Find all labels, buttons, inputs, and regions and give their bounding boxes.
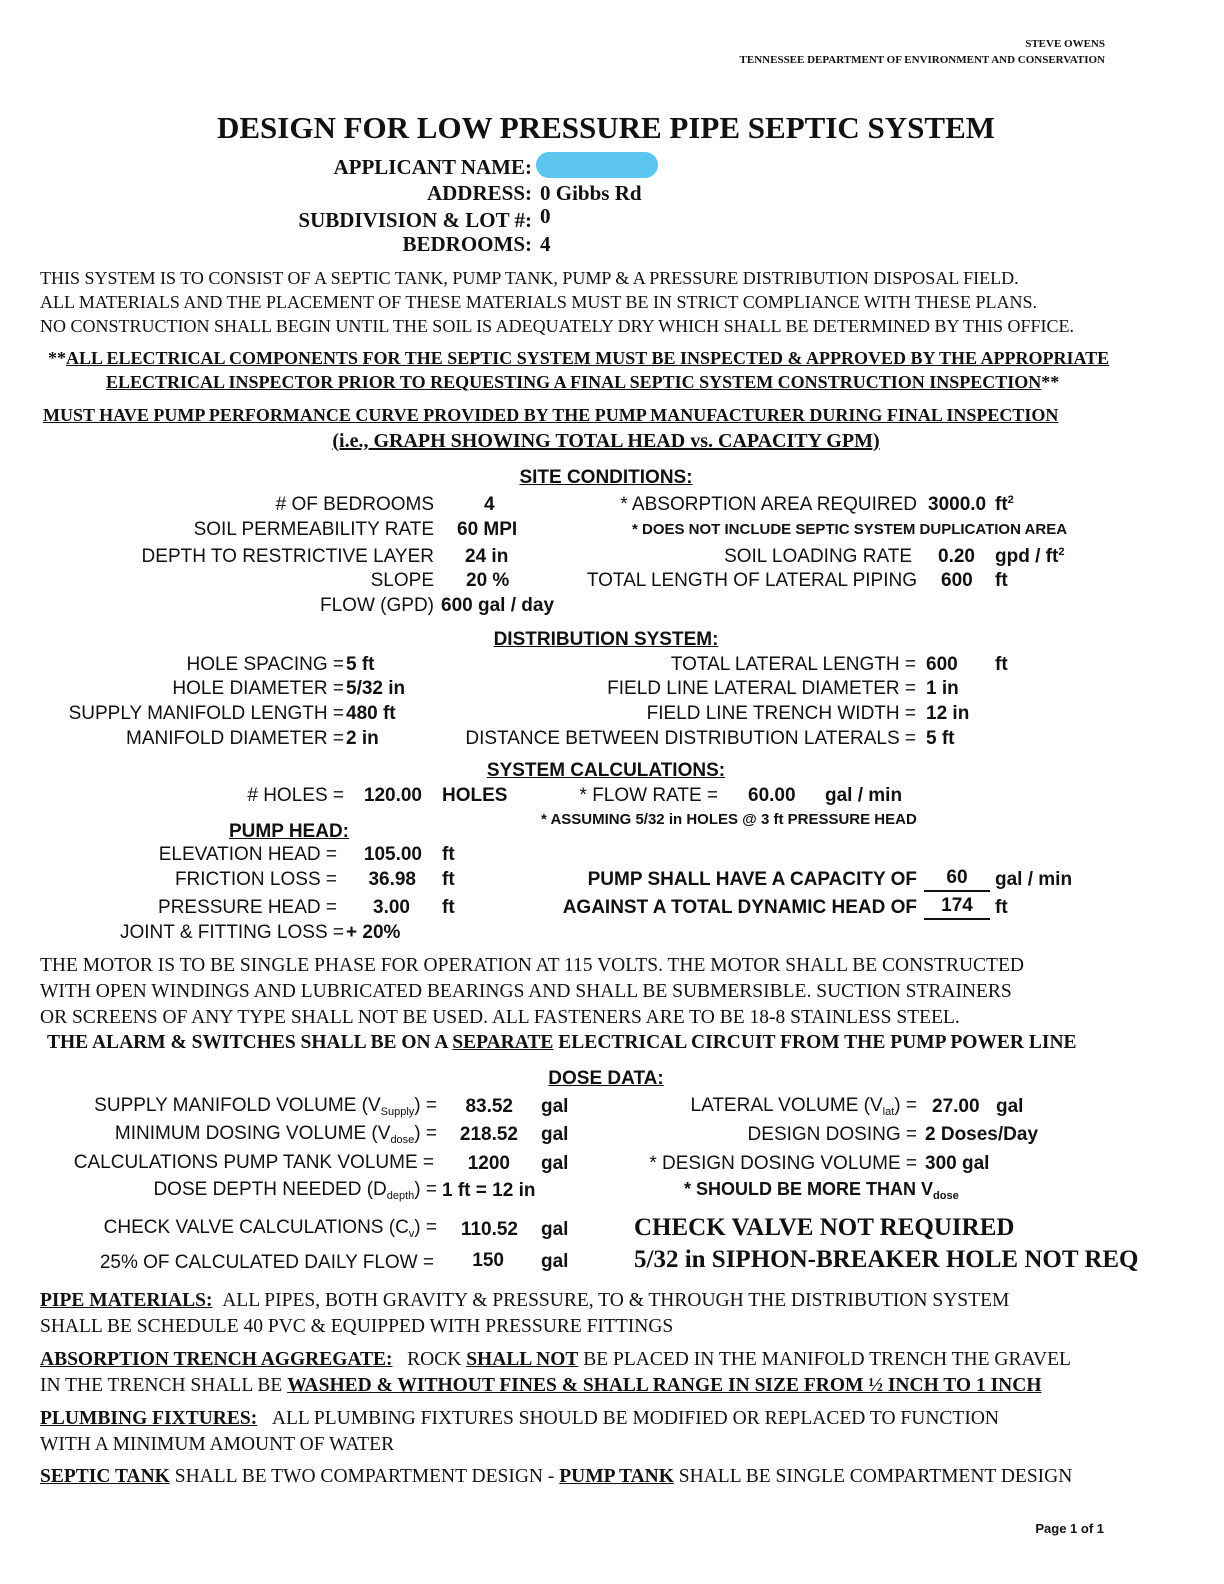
slope-value: 20 % [466, 570, 510, 591]
minimum-dosing-volume-unit: gal [541, 1124, 569, 1145]
total-lateral-length-label: TOTAL LATERAL LENGTH = [670, 654, 916, 675]
lateral-piping-label: TOTAL LENGTH OF LATERAL PIPING [586, 570, 917, 591]
pressure-head-unit: ft [442, 897, 455, 918]
hole-spacing-label: HOLE SPACING = [186, 654, 344, 675]
address-value: 0 Gibbs Rd [540, 181, 642, 205]
elevation-head-label: ELEVATION HEAD = [158, 844, 337, 865]
holes-value: 120.00 [363, 785, 422, 806]
elevation-head-unit: ft [442, 844, 455, 865]
bedrooms-label: BEDROOMS: [402, 232, 532, 256]
hole-spacing-value: 5 ft [346, 654, 375, 675]
page-number: Page 1 of 1 [1035, 1521, 1104, 1536]
flow-rate-label: * FLOW RATE = [579, 785, 718, 806]
alarm-circuit-notice: THE ALARM & SWITCHES SHALL BE ON A SEPARATE ELECTRICAL CIRCUIT FROM THE PUMP POWER LINE [47, 1032, 1077, 1053]
manifold-diameter-label: MANIFOLD DIAMETER = [126, 728, 344, 749]
holes-unit: HOLES [442, 785, 508, 806]
electrical-notice-line-1: **ALL ELECTRICAL COMPONENTS FOR THE SEPTIC SYSTEM MUST BE INSPECTED & APPROVED BY THE APPROPRIATE [48, 348, 1110, 368]
pump-tank-volume-unit: gal [541, 1153, 569, 1174]
joint-fitting-loss-label: JOINT & FITTING LOSS = [120, 922, 344, 943]
trench-aggregate-line-2: IN THE TRENCH SHALL BE WASHED & WITHOUT FINES & SHALL RANGE IN SIZE FROM ½ INCH TO 1 INCH [40, 1375, 1042, 1396]
hole-diameter-value: 5/32 in [346, 678, 406, 699]
address-label: ADDRESS: [426, 181, 532, 205]
site-conditions-heading: SITE CONDITIONS: [519, 467, 693, 488]
electrical-notice-line-2: ELECTRICAL INSPECTOR PRIOR TO REQUESTING A FINAL SEPTIC SYSTEM CONSTRUCTION INSPECTION** [106, 372, 1060, 392]
dose-depth-value: 1 ft = 12 in [442, 1180, 536, 1201]
dose-data-heading: DOSE DATA: [548, 1068, 664, 1089]
flow-label: FLOW (GPD) [320, 595, 434, 616]
distribution-system-heading: DISTRIBUTION SYSTEM: [493, 629, 719, 650]
lot-value: 0 [540, 204, 551, 228]
trench-width-label: FIELD LINE TRENCH WIDTH = [646, 703, 916, 724]
supply-manifold-volume-unit: gal [541, 1096, 569, 1117]
intro-line-1: THIS SYSTEM IS TO CONSIST OF A SEPTIC TANK, PUMP TANK, PUMP & A PRESSURE DISTRIBUTION DISPOSAL FIELD. [40, 268, 1019, 288]
pump-capacity-value: 60 [924, 867, 990, 892]
soil-permeability-value: 60 MPI [457, 519, 518, 540]
flow-rate-unit: gal / min [825, 785, 903, 806]
pump-capacity-unit: gal / min [995, 869, 1073, 890]
lateral-volume-value: 27.00 [932, 1096, 980, 1117]
friction-loss-unit: ft [442, 869, 455, 890]
hole-diameter-label: HOLE DIAMETER = [172, 678, 344, 699]
agency-name: STEVE OWENS [1025, 38, 1105, 50]
flow-value: 600 gal / day [441, 595, 555, 616]
minimum-dosing-volume-label: MINIMUM DOSING VOLUME $(V_{dose})$ = [114, 1123, 437, 1146]
pump-head-heading: PUMP HEAD: [229, 821, 349, 842]
supply-manifold-volume-label: SUPPLY MANIFOLD VOLUME $(V_{Supply})$ = [94, 1095, 437, 1118]
supply-manifold-length-value: 480 ft [346, 703, 396, 724]
total-lateral-length-value: 600 [926, 654, 958, 675]
lateral-distance-value: 5 ft [926, 728, 955, 749]
soil-loading-value: 0.20 [938, 546, 975, 567]
supply-manifold-length-label: SUPPLY MANIFOLD LENGTH = [68, 703, 344, 724]
more-than-vdose-note: * SHOULD BE MORE THAN $V_{dose}$ [684, 1179, 959, 1202]
manifold-diameter-value: 2 in [346, 728, 379, 749]
elevation-head-value: 105.00 [363, 844, 422, 865]
site-bedrooms-label: # OF BEDROOMS [275, 494, 434, 515]
trench-aggregate-line-1: ABSORPTION TRENCH AGGREGATE: ROCK SHALL NOT BE PLACED IN THE MANIFOLD TRENCH THE GRAVEL [40, 1349, 1071, 1370]
bedrooms-value: 4 [540, 232, 551, 256]
holes-label: # HOLES = [247, 785, 344, 806]
check-valve-result: CHECK VALVE NOT REQUIRED [634, 1214, 1015, 1241]
pipe-materials-line-1: PIPE MATERIALS: ALL PIPES, BOTH GRAVITY & PRESSURE, TO & THROUGH THE DISTRIBUTION SYSTEM [40, 1290, 1010, 1311]
check-valve-calc-unit: gal [541, 1219, 569, 1240]
design-dosing-volume-value: 300 gal [925, 1153, 990, 1174]
system-calculations-heading: SYSTEM CALCULATIONS: [486, 760, 726, 781]
absorption-area-label: * ABSORPTION AREA REQUIRED [620, 494, 917, 515]
motor-line-3: OR SCREENS OF ANY TYPE SHALL NOT BE USED. ALL FASTENERS ARE TO BE 18-8 STAINLESS STEEL. [40, 1007, 960, 1028]
flow-rate-value: 60.00 [748, 785, 796, 806]
supply-manifold-volume-value: 83.52 [465, 1096, 513, 1117]
soil-permeability-label: SOIL PERMEABILITY RATE [193, 519, 434, 540]
field-lateral-diameter-label: FIELD LINE LATERAL DIAMETER = [607, 678, 916, 699]
check-valve-calc-label: CHECK VALVE CALCULATIONS $(C_v)$ = [103, 1217, 437, 1240]
lateral-piping-unit: ft [995, 570, 1008, 591]
plumbing-fixtures-line-2: WITH A MINIMUM AMOUNT OF WATER [40, 1434, 395, 1455]
lateral-volume-unit: gal [996, 1096, 1024, 1117]
absorption-area-value: 3000.0 [928, 494, 987, 515]
lot-label: SUBDIVISION & LOT #: [298, 208, 532, 232]
applicant-name-label: APPLICANT NAME: [333, 155, 532, 179]
lateral-volume-label: LATERAL VOLUME $(V_{lat})$ = [690, 1095, 917, 1118]
total-lateral-length-unit: ft [995, 654, 1008, 675]
soil-loading-label: SOIL LOADING RATE [724, 546, 912, 567]
siphon-breaker-result: 5/32 in SIPHON-BREAKER HOLE NOT REQ [634, 1246, 1139, 1273]
pressure-head-value: 3.00 [373, 897, 410, 918]
pump-capacity-label: PUMP SHALL HAVE A CAPACITY OF [587, 869, 917, 890]
intro-line-2: ALL MATERIALS AND THE PLACEMENT OF THESE MATERIALS MUST BE IN STRICT COMPLIANCE WITH THESE PLANS. [40, 292, 1038, 312]
lateral-piping-value: 600 [941, 570, 973, 591]
hole-pressure-assumption: * ASSUMING 5/32 in HOLES @ 3 ft PRESSURE HEAD [541, 811, 917, 828]
pressure-head-label: PRESSURE HEAD = [158, 897, 337, 918]
daily-flow-label: 25% OF CALCULATED DAILY FLOW = [99, 1252, 434, 1273]
friction-loss-label: FRICTION LOSS = [174, 869, 337, 890]
design-dosing-label: DESIGN DOSING = [747, 1124, 917, 1145]
design-dosing-value: 2 Doses/Day [925, 1124, 1039, 1145]
lateral-distance-label: DISTANCE BETWEEN DISTRIBUTION LATERALS = [465, 728, 916, 749]
joint-fitting-loss-value: + 20% [346, 922, 401, 943]
redacted-applicant-name [536, 152, 658, 178]
motor-line-2: WITH OPEN WINDINGS AND LUBRICATED BEARINGS AND SHALL BE SUBMERSIBLE. SUCTION STRAINERS [40, 981, 1012, 1002]
trench-width-value: 12 in [926, 703, 970, 724]
pump-curve-notice: MUST HAVE PUMP PERFORMANCE CURVE PROVIDED BY THE PUMP MANUFACTURER DURING FINAL INSPECTION [43, 405, 1059, 425]
tank-compartments-line: SEPTIC TANK SHALL BE TWO COMPARTMENT DESIGN - PUMP TANK SHALL BE SINGLE COMPARTMENT DESIGN [40, 1466, 1073, 1487]
daily-flow-unit: gal [541, 1251, 569, 1272]
check-valve-calc-value: 110.52 [460, 1219, 518, 1240]
pump-tank-volume-value: 1200 [467, 1153, 510, 1174]
slope-label: SLOPE [370, 570, 434, 591]
plumbing-fixtures-line-1: PLUMBING FIXTURES: ALL PLUMBING FIXTURES SHOULD BE MODIFIED OR REPLACED TO FUNCTION [40, 1408, 999, 1429]
design-dosing-volume-label: * DESIGN DOSING VOLUME = [649, 1153, 917, 1174]
total-dynamic-head-unit: ft [995, 897, 1008, 918]
pump-tank-volume-label: CALCULATIONS PUMP TANK VOLUME = [73, 1152, 434, 1173]
restrictive-layer-label: DEPTH TO RESTRICTIVE LAYER [141, 546, 434, 567]
site-bedrooms-value: 4 [484, 494, 495, 515]
intro-line-3: NO CONSTRUCTION SHALL BEGIN UNTIL THE SOIL IS ADEQUATELY DRY WHICH SHALL BE DETERMINED BY THIS OFFICE. [40, 316, 1075, 336]
agency-department: TENNESSEE DEPARTMENT OF ENVIRONMENT AND CONSERVATION [739, 54, 1105, 66]
total-dynamic-head-value: 174 [924, 895, 990, 920]
pipe-materials-line-2: SHALL BE SCHEDULE 40 PVC & EQUIPPED WITH PRESSURE FITTINGS [40, 1316, 674, 1337]
minimum-dosing-volume-value: 218.52 [459, 1124, 518, 1145]
daily-flow-value: 150 [472, 1250, 504, 1271]
soil-loading-unit: gpd / $ft^2$ [995, 546, 1065, 567]
duplication-area-note: * DOES NOT INCLUDE SEPTIC SYSTEM DUPLICATION AREA [632, 521, 1068, 538]
absorption-area-unit: $ft^2$ [995, 494, 1014, 515]
page-title: DESIGN FOR LOW PRESSURE PIPE SEPTIC SYSTEM [216, 110, 996, 145]
field-lateral-diameter-value: 1 in [926, 678, 959, 699]
friction-loss-value: 36.98 [368, 869, 416, 890]
pump-curve-graph-note: (i.e., GRAPH SHOWING TOTAL HEAD vs. CAPACITY GPM) [332, 430, 880, 452]
total-dynamic-head-label: AGAINST A TOTAL DYNAMIC HEAD OF [562, 897, 917, 918]
restrictive-layer-value: 24 in [465, 546, 509, 567]
motor-line-1: THE MOTOR IS TO BE SINGLE PHASE FOR OPERATION AT 115 VOLTS. THE MOTOR SHALL BE CONSTRUCTED [40, 955, 1024, 976]
dose-depth-label: DOSE DEPTH NEEDED $(D_{depth})$ = [153, 1179, 437, 1202]
